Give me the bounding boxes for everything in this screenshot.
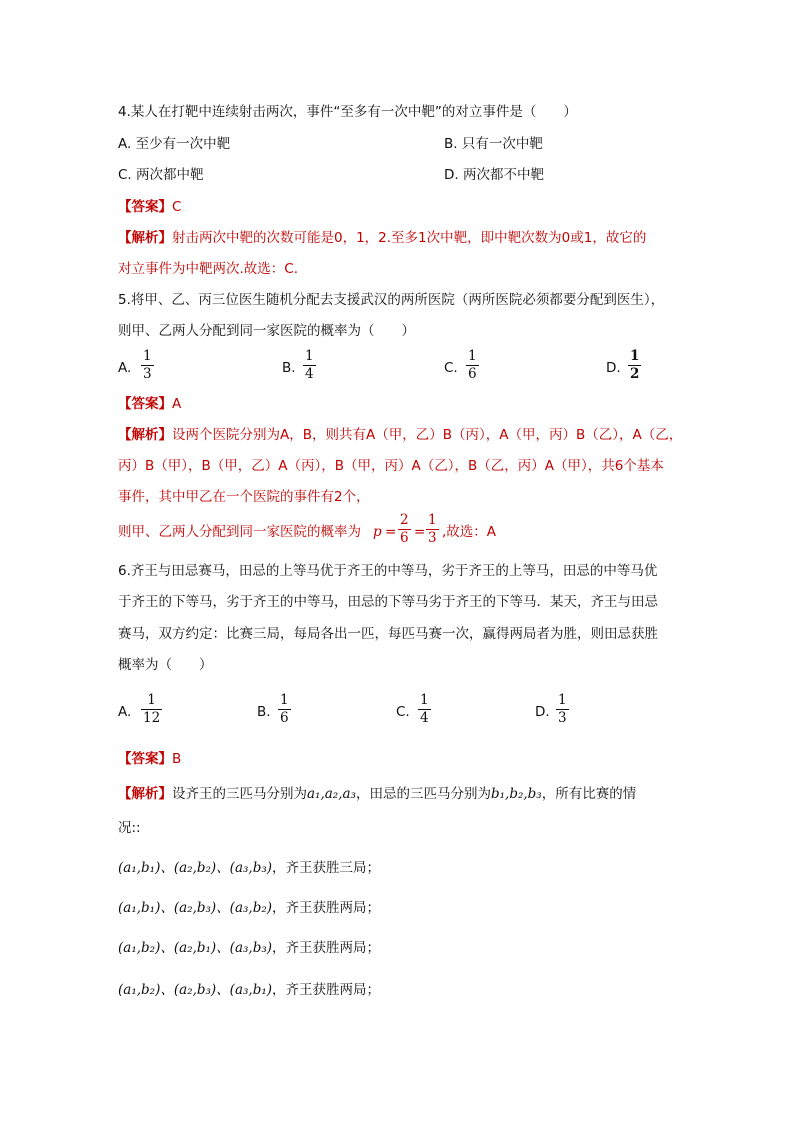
answer-tag: 【答案】 <box>118 396 172 412</box>
q4-analysis-text-1: 射击两次中靶的次数可能是0，1，2.至多1次中靶，即中靶次数为0或1，故它的 <box>172 230 647 246</box>
q5-option-a-label: A. <box>118 360 132 376</box>
q6-analysis-text-1-mid: ，田忌的三匹马分别为 <box>355 786 491 802</box>
numerator: 1 <box>305 348 314 364</box>
numerator: 2 <box>400 512 409 528</box>
q6-analysis-line-2: 况:: <box>118 820 141 836</box>
q5-option-d-fraction <box>628 348 641 383</box>
q6-case-4 <box>118 980 380 1000</box>
case-math: (a₁,b₂)、(a₂,b₃)、(a₃,b₁) <box>118 982 273 998</box>
numerator: 1 <box>280 692 289 708</box>
q6-qi-horses-math: a₁,a₂,a₃ <box>307 786 356 802</box>
q6-option-d-fraction <box>556 692 569 727</box>
q6-case-2 <box>118 898 380 918</box>
q4-answer-line <box>118 197 181 217</box>
q5-analysis-line-4-end: ,故选：A <box>442 524 497 540</box>
q4-option-b: B. 只有一次中靶 <box>444 136 543 152</box>
q5-analysis-line-1 <box>118 425 682 445</box>
analysis-tag: 【解析】 <box>118 427 172 443</box>
case-math: (a₁,b₂)、(a₂,b₁)、(a₃,b₃) <box>118 940 273 956</box>
q6-option-c-label: C. <box>396 704 410 720</box>
q5-option-d-label: D. <box>606 360 621 376</box>
case-math: (a₁,b₁)、(a₂,b₂)、(a₃,b₃) <box>118 860 273 876</box>
q5-fraction-2-6 <box>398 512 411 547</box>
q6-option-c-fraction <box>418 692 431 727</box>
denominator: 3 <box>428 530 437 546</box>
q6-analysis-text-1-post: ，所有比赛的情 <box>541 786 637 802</box>
case-math: (a₁,b₁)、(a₂,b₃)、(a₃,b₂) <box>118 900 273 916</box>
numerator: 1 <box>558 692 567 708</box>
answer-tag: 【答案】 <box>118 751 172 767</box>
numerator: 1 <box>428 512 437 528</box>
numerator: 1 <box>630 348 640 364</box>
q5-stem-1: 5.将甲、乙、丙三位医生随机分配去支援武汉的两所医院（两所医院必须都要分配到医生）， <box>118 292 665 308</box>
q5-analysis-text-1: 设两个医院分别为A，B，则共有A（甲，乙）B（丙），A（甲，丙）B（乙），A（乙， <box>172 427 683 443</box>
q6-tian-horses-math: b₁,b₂,b₃ <box>490 786 542 802</box>
numerator: 1 <box>420 692 429 708</box>
q5-option-b-fraction <box>303 348 316 383</box>
q6-analysis-text-1-pre: 设齐王的三匹马分别为 <box>172 786 307 802</box>
q4-option-c: C. 两次都中靶 <box>118 167 204 183</box>
q4-stem: 4.某人在打靶中连续射击两次，事件“至多有一次中靶”的对立事件是（ ） <box>118 104 577 120</box>
q4-option-d: D. 两次都不中靶 <box>444 167 544 183</box>
numerator: 1 <box>468 348 477 364</box>
numerator: 1 <box>147 692 156 708</box>
analysis-tag: 【解析】 <box>118 230 172 246</box>
denominator: 6 <box>400 530 409 546</box>
q6-option-b-label: B. <box>257 704 271 720</box>
denominator: 6 <box>468 366 477 382</box>
q4-analysis-line-1 <box>118 228 646 248</box>
q5-analysis-line-2: 丙）B（甲），B（甲，乙）A（丙），B（甲，丙）A（乙），B（乙，丙）A（甲），共6个基本 <box>118 458 664 474</box>
q5-fraction-1-3 <box>426 512 439 547</box>
q6-case-1 <box>118 858 380 878</box>
q6-option-d-label: D. <box>535 704 550 720</box>
denominator: 4 <box>305 366 314 382</box>
q6-option-b-fraction <box>278 692 291 727</box>
q5-option-c-label: C. <box>444 360 458 376</box>
q6-option-a-fraction <box>141 692 162 727</box>
q6-stem-3: 赛马，双方约定：比赛三局，每局各出一匹，每匹马赛一次，赢得两局者为胜，则田忌获胜 <box>118 626 658 642</box>
q5-stem-2: 则甲、乙两人分配到同一家医院的概率为（ ） <box>118 323 415 339</box>
q5-answer: A <box>172 396 182 412</box>
denominator: 3 <box>143 366 152 382</box>
q6-answer-line <box>118 749 181 769</box>
q5-option-b-label: B. <box>282 360 296 376</box>
q6-answer: B <box>172 751 182 767</box>
q5-analysis-line-4-text: 则甲、乙两人分配到同一家医院的概率为 <box>118 524 361 540</box>
analysis-tag: 【解析】 <box>118 786 172 802</box>
q4-option-a: A. 至少有一次中靶 <box>118 136 231 152</box>
q6-stem-4: 概率为（ ） <box>118 657 213 673</box>
denominator: 6 <box>280 710 289 726</box>
q5-equals-2: = <box>414 524 426 540</box>
case-text: ，齐王获胜三局； <box>272 860 381 876</box>
q5-analysis-line-3: 事件，其中甲乙在一个医院的事件有2个， <box>118 489 370 505</box>
q5-probability-symbol: p <box>373 524 382 540</box>
case-text: ，齐王获胜两局； <box>272 940 381 956</box>
denominator: 12 <box>143 710 161 726</box>
q4-answer: C <box>172 199 182 215</box>
q5-option-a-fraction <box>141 348 154 383</box>
q5-answer-line <box>118 394 181 414</box>
case-text: ，齐王获胜两局； <box>272 900 381 916</box>
case-text: ，齐王获胜两局； <box>272 982 381 998</box>
denominator: 2 <box>630 366 640 382</box>
q6-case-3 <box>118 938 380 958</box>
q5-option-c-fraction <box>466 348 479 383</box>
q6-option-a-label: A. <box>118 704 132 720</box>
q4-analysis-line-2: 对立事件为中靶两次.故选：C. <box>118 261 299 277</box>
q5-equals-1: = <box>385 524 397 540</box>
q6-stem-2: 于齐王的下等马，劣于齐王的中等马，田忌的下等马劣于齐王的下等马．某天，齐王与田忌 <box>118 594 658 610</box>
numerator: 1 <box>143 348 152 364</box>
q6-analysis-line-1 <box>118 784 636 804</box>
answer-tag: 【答案】 <box>118 199 172 215</box>
q6-stem-1: 6.齐王与田忌赛马，田忌的上等马优于齐王的中等马，劣于齐王的上等马，田忌的中等马优 <box>118 563 658 579</box>
denominator: 3 <box>558 710 567 726</box>
denominator: 4 <box>420 710 429 726</box>
